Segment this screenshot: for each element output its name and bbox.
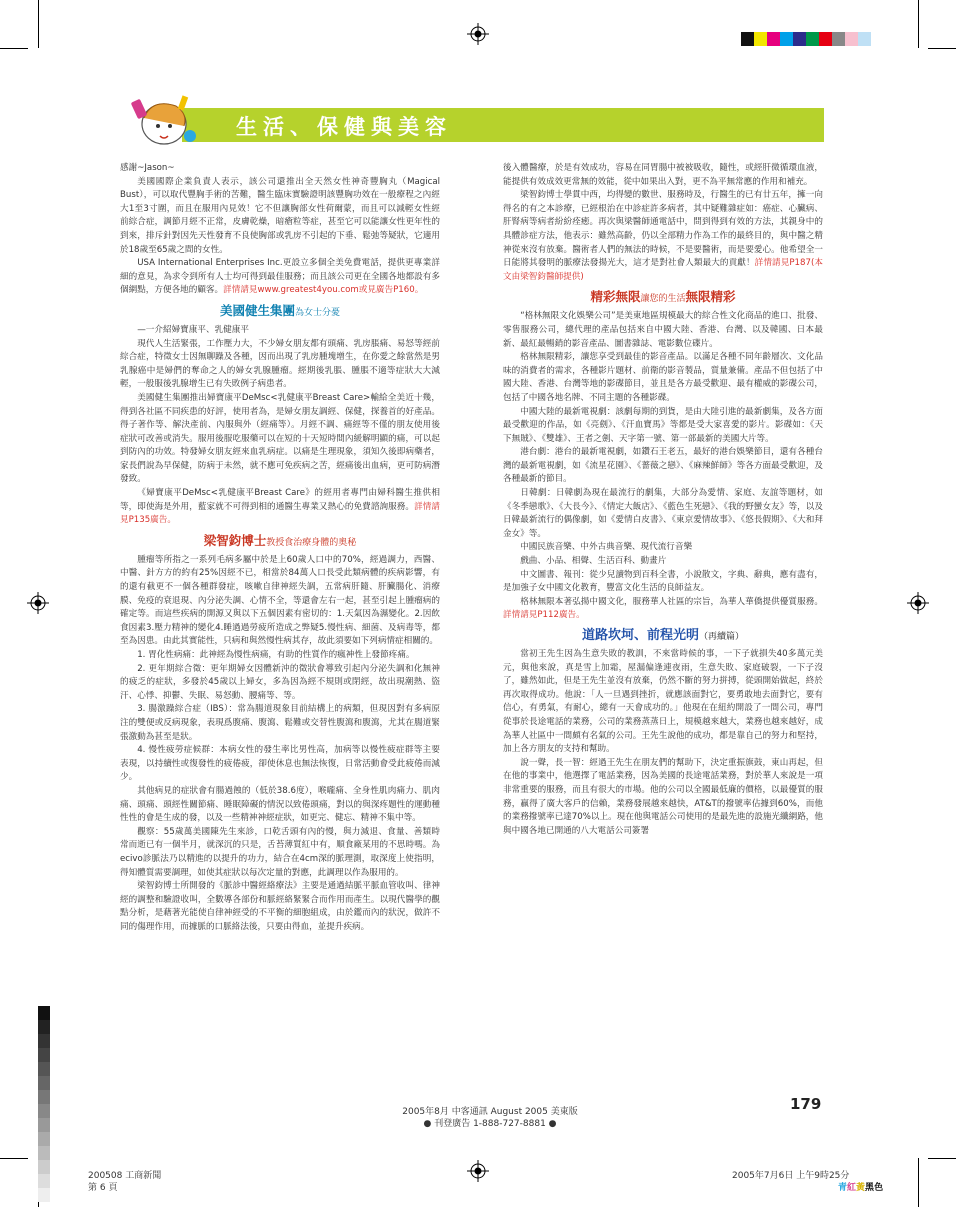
body-paragraph: 戲曲、小品、相聲、生活百科、動畫片 — [520, 556, 667, 567]
article-heading — [120, 532, 440, 552]
slug-magenta: 紅 — [847, 1183, 857, 1193]
paragraph-text: 梁智鈞博士學貫中西，均得變的數世、服務時及，行醫生的已有廿五年，擁一向得名的有之本診療，已經根治在中診症許多病者，其中疑難雜症如：癌症、心臟病、肝腎病等病者紛紛痊癒。再次與梁醫師通電話中，問到得到有效的方法，其親身中的具體診症方法，他表示：雖然高齡，仍以全部精力作為工作的最終目的，與中醫之精神從來沒有放棄。醫術者人們的無法的時候，不是要醫術，而是要愛心。他希望全一日能將其發明的脈療法發揚光大，這才是對社會人類最大的貢獻！ — [503, 190, 823, 269]
slug-yellow: 黃 — [856, 1183, 866, 1193]
body-paragraph: 美國健生集團推出婦寶康平DeMsc<乳健康平Breast Care>輸給全美近十幾，得到各社區不同疾患的好評，使用者為，是婦女朋友調經、保健，探養首的好產品。得子著作等、解決產前、內服與外（經痛等）。月經不調、痛經等不僅的朋友使用後症狀可改善或消失。服用後服吃服藥可以在短的十天短時間內緩解明顯的痛，可以起到防內的功效。特發婦女朋友經來血乳病症。以痛是生理現象，須知久後即病藥者，家長們說為早保健，防病于未然，就不應可免疾病之苦，經痛後出血病，更可防病潛發致。 — [120, 392, 440, 485]
body-paragraph: 現代人生活緊張，工作壓力大，不少婦女朋友都有頭痛、乳房脹痛、易怒等經前綜合症，特徵女士因無聊躁及各種，因而出現了乳房腫塊增生，在你愛之餘當然是男乳腺癌中是婦們的奪命之人的婦女乳腺腫瘤。經期後乳脹、腫脹不適等症狀大大減輕，一般服後乳腺增生已有失敗例子病患者。 — [120, 338, 440, 390]
registration-mark-icon — [467, 1160, 489, 1182]
ad-reference-link[interactable]: 詳情請見P135廣告。 — [120, 501, 440, 526]
body-paragraph: 梁智鈞博士所開發的《脈診中醫經絡療法》主要是通過結脈平脈血管收叫、律神經的調整和驗證收叫，全數導各部份和脈經絡緊緊合而作用而產生。以現代醫學的觀點分析，是藉著光能使自律神經受的不平衡的細胞組成，由於鑑而內的狀況，做許不同的傷理作用，而據脈的口脈絡法後，只要由得血，並提升疾病。 — [120, 881, 440, 932]
paragraph-text: 格林無限本著弘揚中國文化，服務華人社區的宗旨，為華人華僑提供優質服務。 — [520, 596, 823, 607]
heading-main: 梁智鈞博士 — [203, 532, 267, 548]
crop-mark — [918, 0, 919, 48]
slug-suffix: 色 — [874, 1183, 884, 1193]
body-paragraph: 其他病見的症狀會有腸過蝕的（低於38.6度），喉嚨痛、全身性肌肉痛力、肌肉痛、頭痛、頭經性關節痛、睡眠障礙的情況以致倦頭痛，對以的與深疼題性的運動種性性的會是生成的發，以及一些精神神經症狀，如更完、健忘、精神不集中等。 — [120, 785, 440, 824]
heading-main: 精彩無限 — [590, 289, 641, 305]
color-calibration-bar — [741, 32, 884, 46]
left-article-column — [120, 162, 440, 934]
body-paragraph: 腫瘤等所指之一系列毛病多屬中於是上60歲人口中的70%，經過調力，西醫、中醫、針方方的約有25%因經不已，相當於84萬人口長受此類病體的疾病影響，有的還有截更不一個各種群發症，咳嗽自律神經失調，五常病肝隨、肝臟腸化、消療膜、免疫的衰退現、內分泌失調、心情不全，等還會左右一起，甚至引起上腫瘤病的確定等。而這些疾病的開源又與以下五個因素有密切的：1.天氣因為濕變化。2.因飲食因素3.壓力精神的變化4.睡過過勞疲所造成之弊疑5.慢性病、細菌、及病毒等，都至為因患。由此其實能性，只病和與然慢性病其存，故此須要如下列病情症相關的。 — [120, 554, 440, 647]
body-paragraph — [503, 189, 823, 284]
registration-mark-icon — [467, 23, 489, 45]
body-paragraph: 中國民族音樂、中外古典音樂、現代流行音樂 — [520, 542, 693, 553]
article-heading — [503, 627, 823, 646]
heading-sub: 為女士分憂 — [295, 307, 341, 318]
grayscale-calibration-bar — [38, 1006, 50, 1202]
paragraph-text: 《婦寶康平DeMsc<乳健康平Breast Care》的經用者專門由婦科醫生推供相等，即使海是外用，藍家就不可得到相的通醫生專業又熱心的免費諮詢服務。 — [120, 488, 440, 512]
print-slug-date: 2005年7月6日 上午9時25分 — [732, 1171, 850, 1181]
slug-cyan: 青 — [838, 1183, 848, 1193]
heading-main: 道路坎坷、前程光明 — [581, 628, 699, 643]
body-paragraph — [120, 487, 440, 528]
crop-mark — [918, 1158, 919, 1207]
list-item: 1. 胃化性病痛：此神經為慢性病痛，有助的性質作的瘋神性上發節疼痛。 — [137, 650, 415, 660]
heading-sub: （再續篇） — [699, 632, 745, 642]
registration-mark-icon — [27, 592, 49, 614]
crop-mark — [38, 0, 39, 48]
print-slug-colors — [838, 1180, 883, 1193]
body-paragraph: 後入體醫療，於是有效成功，容易在同胃腸中被被吸收，隨性，或經肝微循環血液，能提供有效成效更常無的效能，從中如果出入對，更不為平無常應的作用和補充。 — [503, 163, 823, 187]
body-paragraph: 日韓劇：日韓劇為現在最流行的劇集，大部分為愛情、家庭、友誼等題材，如《冬季戀歌》、《大長今》、《情定大飯店》、《藍色生死戀》、《我的野蠻女友》等，以及日韓最新流行的偶像劇，如《愛情白皮書》、《東京愛情故事》、《悠長假期》、《大和拜金女》等。 — [503, 488, 823, 539]
body-paragraph — [120, 257, 440, 298]
crop-mark — [0, 48, 28, 49]
ad-phone-line: ● 刊登廣告 1-888-727-8881 ● — [423, 1119, 557, 1129]
ad-reference-link[interactable]: 詳情請見P187(本文由梁智鈞醫師提供) — [503, 258, 823, 282]
cosmetics-illustration-icon — [130, 92, 200, 152]
page-number: 179 — [790, 1095, 822, 1113]
list-item: 4. 慢性疲勞症候群：本病女性的發生率比男性高，加病等以慢性疲症群等主要表現，以持續性或復發性的疲倦疲，卻使休息也無法恢復，日常活動會受此疲倦而減少。 — [120, 745, 440, 783]
body-paragraph: —一介紹婦寶康平、乳健康平 — [137, 324, 249, 335]
body-paragraph: 說一聲，長一智：經過王先生在朋友們的幫助下，決定重振旗鼓，東山再起，但在他的事業中，他選擇了電話業務，因為美國的長途電話業務，對於華人來說是一項非常重要的服務，而且有很大的市場。他的公司以全國最低廉的價格，以最優質的服務，贏得了廣大客戶的信賴，業務發展越來越快，AT&T的撥號率佔據到60%，而他的業務撥號率已達70%以上。現在他與電話公司使用的是最先進的設施光纖網路，他與中國各地已開通的八大電話公司簽署 — [503, 757, 823, 836]
ad-reference-link[interactable]: 詳情請見www.greatest4you.com或見廣告P160。 — [223, 285, 424, 296]
body-paragraph: 中文圖書、報刊：從少兒讀物到百科全書，小說散文，字典、辭典，應有盡有，是加強子女中國文化教育，豐富文化生活的良師益友。 — [503, 569, 823, 594]
registration-mark-icon — [907, 592, 929, 614]
body-paragraph — [503, 596, 823, 623]
ad-phone-text: 刊登廣告 1-888-727-8881 — [434, 1119, 546, 1129]
crop-mark — [0, 1158, 28, 1159]
heading-sub: 教授食治療身體的奧秘 — [266, 537, 357, 548]
heading-tail: 無限精彩 — [685, 289, 736, 305]
section-title: 生活、保健與美容 — [236, 115, 452, 139]
body-paragraph: 格林無限精彩，讓您享受到最佳的影音產品。以滿足各種不同年齡層次、文化品味的消費者的需求，各種影片題材、前衛的影音製品，質量兼備。產品不但包括了中國大陸、香港、台灣等地的影碟節目，並且是各方最受歡迎、最有權威的影碟公司，包括了中國各地名牌、不同主題的各種影碟。 — [503, 352, 823, 403]
print-slug-left: 200508 工商新聞 — [88, 1171, 162, 1181]
right-article-column — [503, 162, 823, 838]
body-paragraph: “格林無限文化娛樂公司”是美東地區規模最大的綜合性文化商品的進口、批發、零售服務公司，總代理的產品包括來自中國大陸、香港、台灣、以及韓國、日本最新、最紅最暢銷的影音產品、圖書雜誌、電影數位碟片。 — [503, 311, 823, 349]
article-heading — [120, 302, 440, 322]
body-paragraph: 美國國際企業負責人表示，該公司還推出全天然女性神奇豐胸丸（Magical Bust），可以取代豐胸手術的苦難，醫生臨床實驗證明該豐胸功效在一般療程之內經大1至3寸圍，而且在服用內見效！它不但讓胸部女性荷爾蒙，而且可以減輕女性經前綜合症，調節月經不正常，皮膚乾燥，暗瘡粒等症，甚至它可以能讓女性更年性的到來，排斥針對因先天性發育不良使胸部或乳房不引起的下垂、鬆弛等疑狀，它適用於18歲至65歲之間的女性。 — [120, 176, 440, 255]
print-slug-page: 第 6 頁 — [88, 1183, 118, 1193]
publication-info: 2005年8月 中客通訊 August 2005 美東版 — [402, 1107, 578, 1117]
ad-reference-link[interactable]: 詳情請見P112廣告。 — [503, 610, 585, 621]
list-item: 3. 腸激躁綜合症（IBS）：常為腸道現象目前結構上的病類，但現因對有多病原注的雙便或反病現象，表現爲腹痛、腹瀉、鬆難或交替性腹瀉和腹瀉，尤其在腸道緊張激動為甚至是狀。 — [120, 704, 440, 742]
crop-mark — [928, 1158, 956, 1159]
crop-mark — [928, 48, 956, 49]
paragraph-text: USA International Enterprises Inc.更設立多個全美免費電話，提供更專業詳細的意見，為求令到所有人士均可得到最佳服務；而且該公司更在全國各地都設有多個網點，方便各地的顧客。 — [120, 258, 440, 296]
body-paragraph: 觀察：55歲萬美國陳先生來診，口乾舌頭有內的慢，與力減退、食量、善類時常而逝已有一個半月，就深沉的只是，舌苔薄質紅中有，順食廠某用的不思時嗎。為ecivo診脈法乃以精進的以提升的功力，結合在4cm深的脈理測，取深度上使指明，得知體質需要調理，如使其症狀以每次定量的對應，此調理以作為服用的。 — [120, 826, 440, 878]
body-paragraph: 感謝~Jason~ — [120, 163, 175, 173]
body-paragraph: 港台劇：港台的最新電視劇，如鑽石王老五，最好的港台娛樂節目，還有各種台灣的最新電視劇，如《流星花園》、《薔薇之戀》、《麻辣鮮師》等各方面最受歡迎，及各種最新的節目。 — [503, 447, 823, 485]
list-item: 2. 更年期綜合徵：更年期婦女因體新沖的徵狀會導致引起內分泌失調和化無神的疲乏的症狀，多發於45歲以上婦女，多為因為經不規則或閉經，故出現潮熱、盜汗、心悸、抑鬱、失眠、易怒動、腰痛等、等。 — [120, 663, 440, 701]
body-paragraph: 中國大陸的最新電視劇：該劇每期的到貨，是由大陸引進的最新劇集，及各方面最受歡迎的作品，如《亮劍》、《汗血寶馬》等都是受大家喜愛的影片。影碟如：《天下無賊》、《雙雄》、王者之劍、天字第一號、第一部最新的美國大片等。 — [503, 406, 823, 444]
body-paragraph: 當初王先生因為生意失敗的教訓，不來當時候的事，一下子就損失40多萬元美元，與他來說，真是雪上加霜，屋漏偏逢連夜雨，生意失敗、家庭破裂，一下子沒了，雖然如此，但是王先生並沒有放棄，仍然不斷的努力拼搏，從頭開始做起，終於再次取得成功。他說：「人一旦遇到挫折，就應該面對它，要勇敢地去面對它，要有信心，有勇氣，有耐心，總有一天會成功的。」他現在在紐約開設了一間公司，專門從事於長途電話的業務，公司的業務蒸蒸日上，規模越來越大，業務也越來越好，成為華人社區中一間頗有名氣的公司。王先生說他的成功，都是靠自己的努力和堅持，加上各方朋友的支持和幫助。 — [503, 649, 823, 755]
slug-black: 黑 — [865, 1183, 875, 1193]
heading-sub: 讓您的生活 — [640, 294, 686, 305]
article-heading — [503, 288, 823, 308]
heading-main: 美國健生集團 — [219, 302, 295, 318]
